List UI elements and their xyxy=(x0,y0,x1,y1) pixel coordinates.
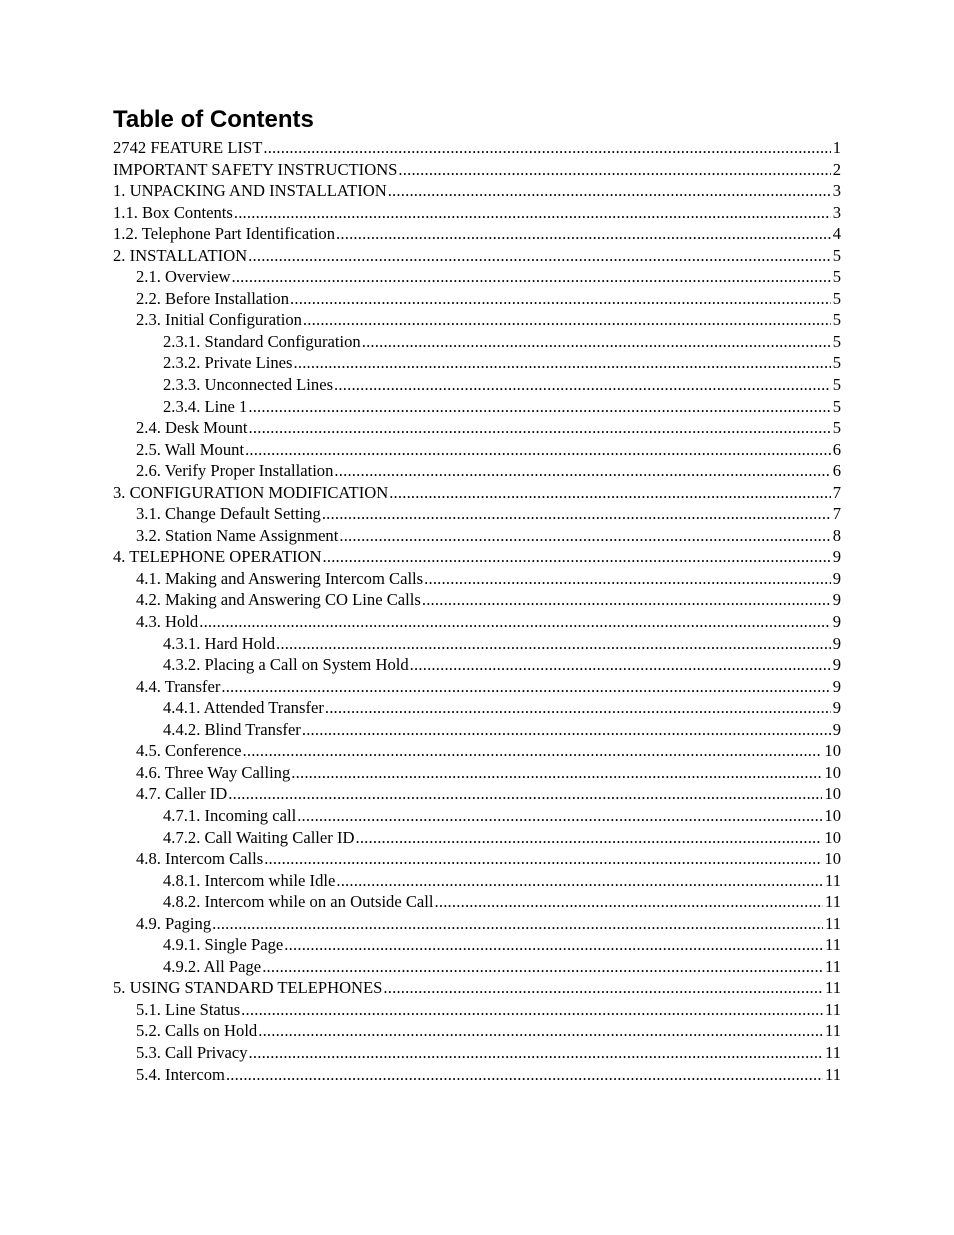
dot-leader xyxy=(389,483,831,503)
toc-entry-label: IMPORTANT SAFETY INSTRUCTIONS xyxy=(113,159,398,179)
toc-entry-page-number: 9 xyxy=(832,547,841,567)
toc-entry-label: 4.7. Caller ID xyxy=(136,784,228,804)
toc-entry-page-number: 11 xyxy=(825,978,841,998)
toc-entry-page-number: 5 xyxy=(832,396,841,416)
dot-leader xyxy=(212,914,823,934)
toc-entry[interactable] xyxy=(113,418,841,440)
toc-entry-page-number: 6 xyxy=(832,461,841,481)
toc-entry-label: 1.2. Telephone Part Identification xyxy=(113,224,336,244)
toc-entry[interactable] xyxy=(113,397,841,419)
toc-entry-label: 3.2. Station Name Assignment xyxy=(136,525,339,545)
toc-entry-page-number: 5 xyxy=(832,331,841,351)
toc-entry[interactable] xyxy=(113,267,841,289)
dot-leader xyxy=(249,1043,823,1063)
dot-leader xyxy=(334,375,831,395)
toc-entry-page-number: 5 xyxy=(832,418,841,438)
toc-entry[interactable] xyxy=(113,763,841,785)
toc-entry-label: 4.9.1. Single Page xyxy=(163,935,284,955)
dot-leader xyxy=(325,698,831,718)
toc-entry[interactable] xyxy=(113,978,841,1000)
dot-leader xyxy=(294,353,831,373)
toc-entry[interactable] xyxy=(113,483,841,505)
toc-entry-page-number: 10 xyxy=(824,784,841,804)
toc-entry-label: 4.8. Intercom Calls xyxy=(136,849,264,869)
toc-entry-label: 5.2. Calls on Hold xyxy=(136,1021,258,1041)
dot-leader xyxy=(388,181,831,201)
dot-leader xyxy=(245,440,831,460)
dot-leader xyxy=(231,267,830,287)
toc-entry[interactable] xyxy=(113,569,841,591)
toc-entry[interactable] xyxy=(113,526,841,548)
toc-entry-label: 2.4. Desk Mount xyxy=(136,418,248,438)
dot-leader xyxy=(303,310,831,330)
toc-entry[interactable] xyxy=(113,160,841,182)
toc-entry-label: 4. TELEPHONE OPERATION xyxy=(113,547,322,567)
dot-leader xyxy=(243,741,823,761)
toc-entry-page-number: 3 xyxy=(832,202,841,222)
toc-entry[interactable] xyxy=(113,1065,841,1087)
toc-entry[interactable] xyxy=(113,310,841,332)
toc-entry-page-number: 10 xyxy=(824,805,841,825)
toc-entry-page-number: 11 xyxy=(825,1021,841,1041)
toc-entry[interactable] xyxy=(113,181,841,203)
toc-entry-label: 2.3. Initial Configuration xyxy=(136,310,302,330)
dot-leader xyxy=(291,763,822,783)
dot-leader xyxy=(262,957,823,977)
dot-leader xyxy=(323,547,831,567)
toc-entry[interactable] xyxy=(113,677,841,699)
dot-leader xyxy=(334,461,830,481)
toc-entry-page-number: 7 xyxy=(832,482,841,502)
toc-entry[interactable] xyxy=(113,634,841,656)
dot-leader xyxy=(410,655,831,675)
toc-entry-label: 5.4. Intercom xyxy=(136,1064,225,1084)
toc-entry-page-number: 9 xyxy=(832,568,841,588)
dot-leader xyxy=(221,677,830,697)
toc-entry-page-number: 10 xyxy=(824,762,841,782)
toc-entry-label: 4.1. Making and Answering Intercom Calls xyxy=(136,568,424,588)
toc-entry-label: 2.1. Overview xyxy=(136,267,231,287)
toc-entry-label: 1. UNPACKING AND INSTALLATION xyxy=(113,181,387,201)
toc-entry-page-number: 10 xyxy=(824,849,841,869)
toc-entry-label: 4.3.2. Placing a Call on System Hold xyxy=(163,655,409,675)
toc-entry-page-number: 5 xyxy=(832,267,841,287)
toc-entry-label: 4.6. Three Way Calling xyxy=(136,762,291,782)
toc-entry-page-number: 6 xyxy=(832,439,841,459)
toc-entry-label: 4.3. Hold xyxy=(136,612,199,632)
toc-entry-page-number: 5 xyxy=(832,375,841,395)
toc-entry-label: 1.1. Box Contents xyxy=(113,202,233,222)
dot-leader xyxy=(226,1065,823,1085)
dot-leader xyxy=(199,612,830,632)
toc-entry[interactable] xyxy=(113,375,841,397)
toc-entry-page-number: 11 xyxy=(825,870,841,890)
toc-entry-page-number: 11 xyxy=(825,956,841,976)
toc-entry[interactable] xyxy=(113,1021,841,1043)
toc-entry[interactable] xyxy=(113,332,841,354)
toc-entry[interactable] xyxy=(113,828,841,850)
toc-entry-label: 5.1. Line Status xyxy=(136,999,241,1019)
toc-entry-page-number: 5 xyxy=(832,245,841,265)
dot-leader xyxy=(248,246,831,266)
toc-entry-page-number: 9 xyxy=(832,590,841,610)
toc-entry-label: 4.5. Conference xyxy=(136,741,242,761)
toc-entry[interactable] xyxy=(113,655,841,677)
toc-entry[interactable] xyxy=(113,440,841,462)
toc-entry-label: 2742 FEATURE LIST xyxy=(113,138,263,157)
toc-entry[interactable] xyxy=(113,289,841,311)
toc-entry-page-number: 10 xyxy=(824,827,841,847)
toc-entry-label: 4.4.2. Blind Transfer xyxy=(163,719,301,739)
toc-entry-page-number: 9 xyxy=(832,698,841,718)
document-page xyxy=(113,104,841,1086)
toc-entry-page-number: 11 xyxy=(825,935,841,955)
dot-leader xyxy=(435,892,824,912)
toc-entry-page-number: 9 xyxy=(832,633,841,653)
dot-leader xyxy=(383,978,823,998)
toc-entry-label: 5. USING STANDARD TELEPHONES xyxy=(113,978,383,998)
toc-entry[interactable] xyxy=(113,741,841,763)
toc-entry-page-number: 5 xyxy=(832,353,841,373)
toc-entry-label: 5.3. Call Privacy xyxy=(136,1042,248,1062)
toc-entry-page-number: 9 xyxy=(832,719,841,739)
dot-leader xyxy=(264,849,822,869)
toc-entry[interactable] xyxy=(113,138,841,160)
dot-leader xyxy=(336,871,823,891)
toc-entry-page-number: 4 xyxy=(832,224,841,244)
toc-entry-page-number: 8 xyxy=(832,525,841,545)
toc-entry[interactable] xyxy=(113,957,841,979)
dot-leader xyxy=(339,526,830,546)
toc-entry[interactable] xyxy=(113,1043,841,1065)
toc-entry-label: 4.7.1. Incoming call xyxy=(163,805,297,825)
toc-entry[interactable] xyxy=(113,504,841,526)
toc-entry-page-number: 9 xyxy=(832,655,841,675)
toc-entry[interactable] xyxy=(113,720,841,742)
dot-leader xyxy=(355,828,822,848)
toc-entry-label: 4.3.1. Hard Hold xyxy=(163,633,275,653)
toc-entry-page-number: 5 xyxy=(832,310,841,330)
toc-entry-page-number: 11 xyxy=(825,1042,841,1062)
toc-entry[interactable] xyxy=(113,892,841,914)
toc-entry-page-number: 7 xyxy=(832,504,841,524)
dot-leader xyxy=(258,1021,823,1041)
toc-entry[interactable] xyxy=(113,590,841,612)
dot-leader xyxy=(297,806,822,826)
toc-entry[interactable] xyxy=(113,224,841,246)
dot-leader xyxy=(249,418,831,438)
dot-leader xyxy=(424,569,831,589)
toc-entry[interactable] xyxy=(113,353,841,375)
dot-leader xyxy=(322,504,831,524)
dot-leader xyxy=(241,1000,823,1020)
toc-entry-label: 2.3.3. Unconnected Lines xyxy=(163,375,334,395)
dot-leader xyxy=(290,289,831,309)
dot-leader xyxy=(284,935,823,955)
toc-entry-label: 4.8.1. Intercom while Idle xyxy=(163,870,336,890)
toc-entry-label: 2.3.2. Private Lines xyxy=(163,353,293,373)
toc-entry-label: 2.5. Wall Mount xyxy=(136,439,245,459)
toc-entry-label: 4.9.2. All Page xyxy=(163,956,262,976)
toc-entry[interactable] xyxy=(113,698,841,720)
toc-entry[interactable] xyxy=(113,849,841,871)
toc-entry-label: 4.2. Making and Answering CO Line Calls xyxy=(136,590,421,610)
toc-entry-label: 3.1. Change Default Setting xyxy=(136,504,321,524)
toc-entry-label: 4.4. Transfer xyxy=(136,676,221,696)
toc-entry-page-number: 3 xyxy=(832,181,841,201)
dot-leader xyxy=(336,224,831,244)
dot-leader xyxy=(248,397,830,417)
toc-entry-page-number: 5 xyxy=(832,288,841,308)
toc-entry-page-number: 9 xyxy=(832,612,841,632)
toc-entry-page-number: 11 xyxy=(825,913,841,933)
toc-entry-page-number: 9 xyxy=(832,676,841,696)
toc-entry-label: 2. INSTALLATION xyxy=(113,245,248,265)
toc-entry-page-number: 1 xyxy=(832,138,841,157)
dot-leader xyxy=(398,160,830,180)
toc-entry-label: 4.4.1. Attended Transfer xyxy=(163,698,324,718)
toc-entry[interactable] xyxy=(113,246,841,268)
toc-entry[interactable] xyxy=(113,547,841,569)
toc-entry-label: 2.2. Before Installation xyxy=(136,288,289,308)
toc-entry[interactable] xyxy=(113,914,841,936)
toc-entry-page-number: 10 xyxy=(824,741,841,761)
toc-entry[interactable] xyxy=(113,203,841,225)
toc-entry-page-number: 2 xyxy=(832,159,841,179)
table-of-contents xyxy=(113,138,841,1086)
dot-leader xyxy=(302,720,831,740)
dot-leader xyxy=(422,590,831,610)
toc-entry-label: 3. CONFIGURATION MODIFICATION xyxy=(113,482,389,502)
dot-leader xyxy=(362,332,831,352)
toc-entry-label: 4.8.2. Intercom while on an Outside Call xyxy=(163,892,434,912)
toc-entry[interactable] xyxy=(113,871,841,893)
toc-entry-label: 2.3.4. Line 1 xyxy=(163,396,248,416)
toc-entry-label: 2.6. Verify Proper Installation xyxy=(136,461,334,481)
toc-entry-label: 2.3.1. Standard Configuration xyxy=(163,331,361,351)
toc-entry[interactable] xyxy=(113,612,841,634)
dot-leader xyxy=(234,203,831,223)
dot-leader xyxy=(263,138,830,158)
toc-entry-label: 4.7.2. Call Waiting Caller ID xyxy=(163,827,355,847)
dot-leader xyxy=(276,634,831,654)
toc-entry-page-number: 11 xyxy=(825,1064,841,1084)
toc-entry[interactable] xyxy=(113,1000,841,1022)
toc-entry[interactable] xyxy=(113,935,841,957)
toc-entry[interactable] xyxy=(113,784,841,806)
toc-entry-label: 4.9. Paging xyxy=(136,913,212,933)
dot-leader xyxy=(228,784,822,804)
toc-entry[interactable] xyxy=(113,806,841,828)
toc-entry-page-number: 11 xyxy=(825,892,841,912)
page-title: Table of Contents xyxy=(113,106,314,133)
toc-entry-page-number: 11 xyxy=(825,999,841,1019)
toc-entry[interactable] xyxy=(113,461,841,483)
